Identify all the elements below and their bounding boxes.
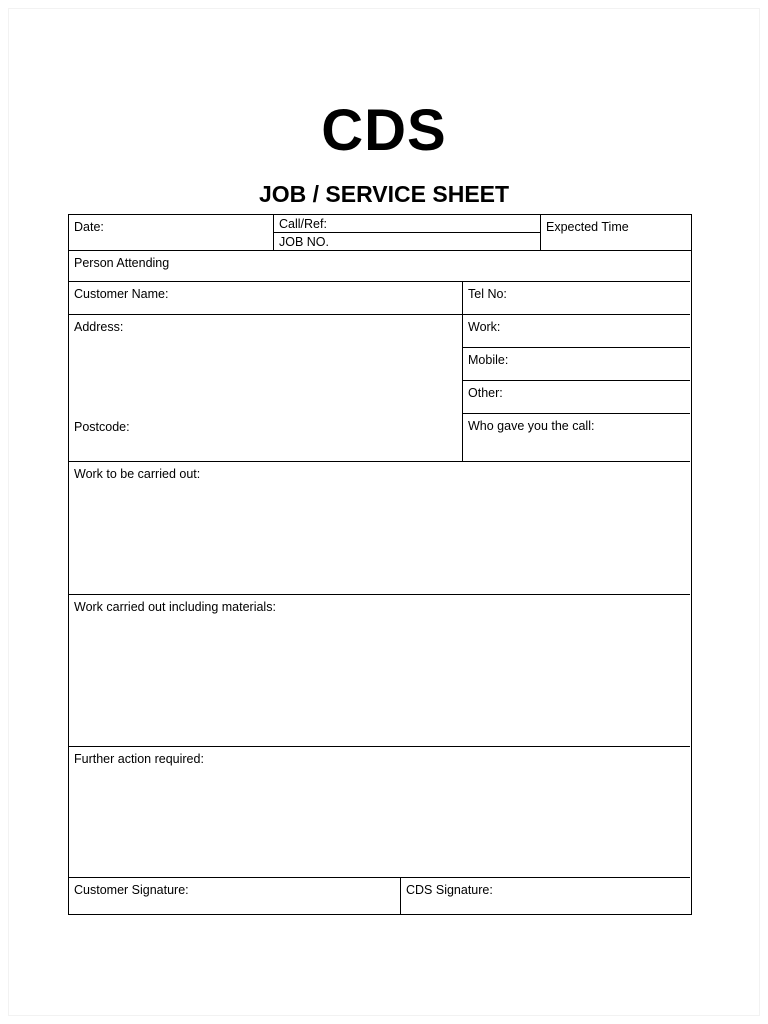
field-other-phone[interactable]: Other: <box>463 381 690 414</box>
page-title: CDS <box>321 98 447 163</box>
field-customer-name[interactable]: Customer Name: <box>69 282 463 315</box>
postcode-label: Postcode: <box>74 420 130 434</box>
field-who-gave-call[interactable]: Who gave you the call: <box>463 414 690 462</box>
field-job-no[interactable]: JOB NO. <box>279 235 330 249</box>
field-tel-no[interactable]: Tel No: <box>463 282 690 315</box>
field-work-carried-out[interactable]: Work carried out including materials: <box>69 595 690 747</box>
field-address[interactable] <box>69 315 463 462</box>
field-date[interactable]: Date: <box>69 215 274 251</box>
form-row-person-attending <box>69 251 691 282</box>
contact-details-group <box>463 315 690 462</box>
field-mobile-phone[interactable]: Mobile: <box>463 348 690 381</box>
form-row-signatures <box>69 878 691 914</box>
field-further-action[interactable]: Further action required: <box>69 747 690 878</box>
field-call-ref[interactable]: Call/Ref: <box>274 215 540 233</box>
field-expected-time[interactable]: Expected Time <box>541 215 691 251</box>
field-work-to-be-carried-out[interactable]: Work to be carried out: <box>69 462 690 595</box>
field-customer-signature[interactable]: Customer Signature: <box>69 878 401 914</box>
page-subtitle: JOB / SERVICE SHEET <box>258 181 510 207</box>
form-row-date <box>69 215 691 251</box>
field-cds-signature[interactable]: CDS Signature: <box>406 883 493 897</box>
address-label: Address: <box>74 320 124 334</box>
field-work-phone[interactable]: Work: <box>463 315 690 348</box>
form-row-address <box>69 315 691 462</box>
field-call-ref-group <box>274 215 541 251</box>
field-person-attending[interactable]: Person Attending <box>69 251 690 282</box>
job-service-form <box>68 214 692 915</box>
form-row-customer <box>69 282 691 315</box>
